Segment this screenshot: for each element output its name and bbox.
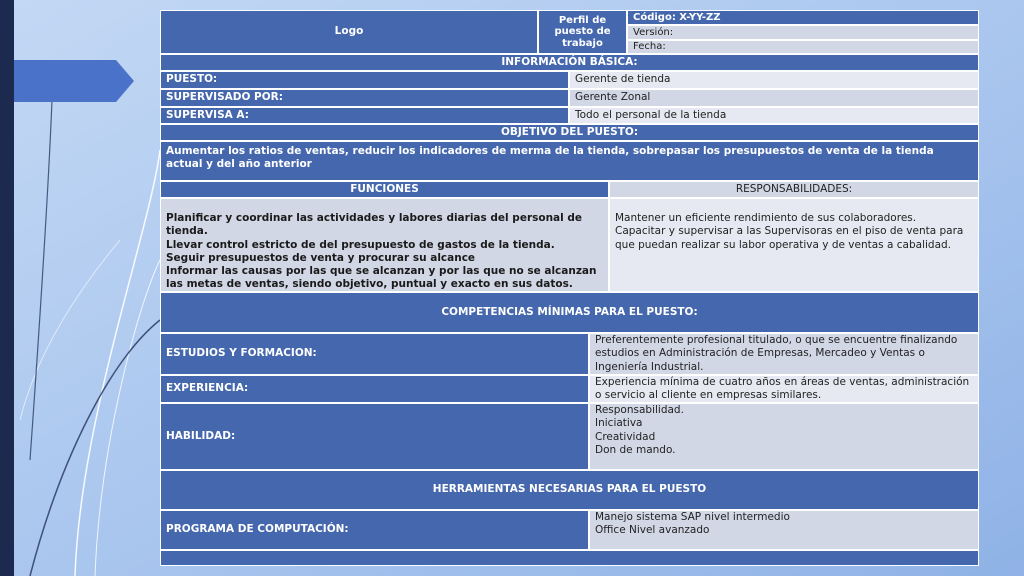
table-footer-row bbox=[161, 551, 978, 565]
experience-label: EXPERIENCIA: bbox=[161, 376, 588, 402]
supervises-label: SUPERVISA A: bbox=[161, 108, 568, 123]
studies-value: Preferentemente profesional titulado, o que se encuentre finalizando estudios en Administración de Empresas, Mercadeo y Ventas o Ingeniería Industrial. bbox=[590, 334, 978, 374]
responsibilities-text: Mantener un eficiente rendimiento de sus colaboradores. Capacitar y supervisar a las Supervisoras en el piso de venta para que puedan realizar su labor operativa y de ventas a cabalidad. bbox=[610, 199, 978, 291]
experience-value: Experiencia mínima de cuatro años en áreas de ventas, administración o servicio al cliente en empresas similares. bbox=[590, 376, 978, 402]
supervised-by-label: SUPERVISADO POR: bbox=[161, 90, 568, 106]
ability-value: Responsabilidad. Iniciativa Creatividad Don de mando. bbox=[590, 404, 978, 469]
tools-heading: HERRAMIENTAS NECESARIAS PARA EL PUESTO bbox=[161, 471, 978, 509]
ability-label: HABILIDAD: bbox=[161, 404, 588, 469]
studies-label: ESTUDIOS Y FORMACION: bbox=[161, 334, 588, 374]
functions-heading: FUNCIONES bbox=[161, 182, 608, 197]
position-label: PUESTO: bbox=[161, 72, 568, 88]
responsibilities-heading: RESPONSABILIDADES: bbox=[610, 182, 978, 197]
competencies-heading: COMPETENCIAS MÍNIMAS PARA EL PUESTO: bbox=[161, 293, 978, 332]
sidebar-stripe bbox=[0, 0, 14, 576]
objective-text: Aumentar los ratios de ventas, reducir los indicadores de merma de la tienda, sobrepasar los presupuestos de venta de la tienda actual y del año anterior bbox=[161, 142, 978, 180]
functions-text: Planificar y coordinar las actividades y labores diarias del personal de tienda. Llevar control estricto de del presupuesto de gastos de la tienda. Seguir presupuestos de venta y procurar su alcance Informar las causas por las que se alcanzan y por las que no se alcanzan las metas de ventas, siendo objetivo, puntual y exacto en sus datos. bbox=[161, 199, 608, 291]
arrow-tab bbox=[14, 60, 134, 102]
supervised-by-value: Gerente Zonal bbox=[570, 90, 978, 106]
logo-cell: Logo bbox=[161, 11, 537, 53]
date-cell: Fecha: bbox=[628, 41, 978, 53]
computer-program-value: Manejo sistema SAP nivel intermedio Office Nivel avanzado bbox=[590, 511, 978, 549]
profile-title-cell: Perfil de puesto de trabajo bbox=[539, 11, 626, 53]
basic-info-heading: INFORMACIÓN BÁSICA: bbox=[161, 55, 978, 70]
supervises-value: Todo el personal de la tienda bbox=[570, 108, 978, 123]
position-value: Gerente de tienda bbox=[570, 72, 978, 88]
version-cell: Versión: bbox=[628, 26, 978, 39]
computer-program-label: PROGRAMA DE COMPUTACIÓN: bbox=[161, 511, 588, 549]
code-cell: Código: X-YY-ZZ bbox=[628, 11, 978, 24]
job-profile-table bbox=[160, 10, 979, 566]
objective-heading: OBJETIVO DEL PUESTO: bbox=[161, 125, 978, 140]
